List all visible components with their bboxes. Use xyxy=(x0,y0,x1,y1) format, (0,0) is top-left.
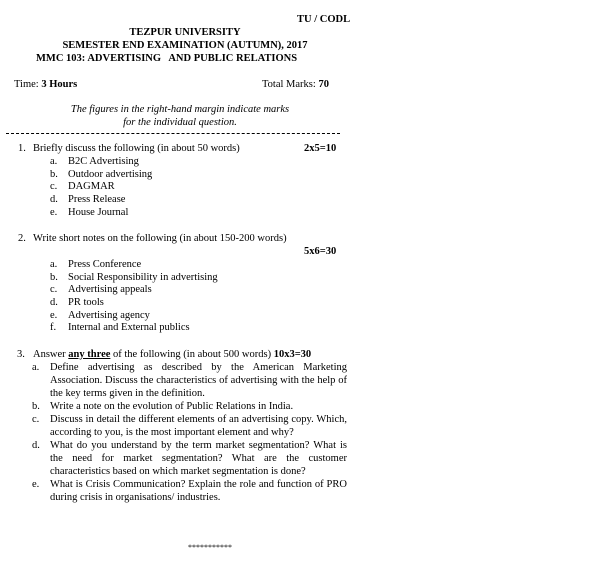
list-item xyxy=(50,206,152,219)
question-3-marks: 10x3=30 xyxy=(273,349,312,360)
time-label: Time: xyxy=(14,79,42,90)
item-letter: c. xyxy=(50,181,58,193)
item-text: What do you understand by the term market segmentation? What is the need for market segmentation? What are the customer characteristics based on which market segmentation is done? xyxy=(50,440,347,477)
item-letter: d. xyxy=(50,194,58,206)
item-text: Outdoor advertising xyxy=(68,168,153,180)
instruction-line-2: for the individual question. xyxy=(123,117,237,128)
list-item xyxy=(50,321,218,334)
question-3-number: 3. xyxy=(17,349,25,360)
item-letter: e. xyxy=(50,309,58,321)
item-letter: e. xyxy=(32,479,40,490)
question-1-items xyxy=(50,155,152,218)
item-text: What is Crisis Communication? Explain the role and function of PRO during crisis in organisations/ industries. xyxy=(50,479,347,503)
question-2-marks: 5x6=30 xyxy=(304,246,337,257)
total-marks xyxy=(262,78,329,91)
item-letter: a. xyxy=(50,259,58,270)
item-letter: b. xyxy=(50,271,58,283)
exam-title: SEMESTER END EXAMINATION (AUTUMN), 2017 xyxy=(62,40,308,51)
item-text: Press Release xyxy=(68,194,126,206)
question-1-text: Briefly discuss the following (in about 50 words) xyxy=(33,143,240,154)
list-item xyxy=(50,309,218,322)
item-letter: a. xyxy=(50,156,58,167)
list-item xyxy=(50,180,152,193)
list-item xyxy=(50,283,218,296)
item-letter: b. xyxy=(50,168,58,180)
divider xyxy=(6,133,340,134)
item-letter: c. xyxy=(50,284,58,296)
list-item xyxy=(32,439,347,478)
item-letter: d. xyxy=(32,440,40,451)
question-1-number: 1. xyxy=(18,143,26,154)
item-letter: d. xyxy=(50,297,58,309)
q3-text-pre: Answer xyxy=(33,349,69,360)
q3-emphasis: any three xyxy=(68,349,111,360)
question-2-number: 2. xyxy=(18,233,26,244)
question-1-marks: 2x5=10 xyxy=(304,143,337,154)
item-text: Internal and External publics xyxy=(68,322,190,334)
item-text: Write a note on the evolution of Public Relations in India. xyxy=(50,401,294,412)
list-item xyxy=(32,400,347,413)
course-title: MMC 103: ADVERTISING AND PUBLIC RELATIONS xyxy=(36,53,298,64)
item-text: Press Conference xyxy=(68,259,142,270)
list-item xyxy=(50,168,152,181)
list-item xyxy=(32,413,347,439)
marks-label: Total Marks: xyxy=(262,79,319,90)
list-item xyxy=(50,296,218,309)
item-text: B2C Advertising xyxy=(68,156,139,167)
list-item xyxy=(50,155,152,168)
item-text: House Journal xyxy=(68,206,129,218)
item-letter: f. xyxy=(50,322,57,334)
question-3-items xyxy=(32,361,347,504)
university-name: TEZPUR UNIVERSITY xyxy=(129,27,241,38)
time-allowed xyxy=(14,78,77,91)
list-item xyxy=(50,193,152,206)
list-item xyxy=(32,361,347,400)
paper-code: TU / CODL xyxy=(297,14,351,25)
question-2-text: Write short notes on the following (in about 150-200 words) xyxy=(33,233,287,244)
question-3-text xyxy=(33,348,311,361)
item-text: DAGMAR xyxy=(68,181,115,193)
question-2-items xyxy=(50,258,218,334)
item-letter: e. xyxy=(50,206,58,218)
item-text: Advertising agency xyxy=(68,309,150,321)
item-letter: a. xyxy=(32,362,40,373)
item-text: Define advertising as described by the American Marketing Association. Discuss the characteristics of advertising with the help of the key terms given in the definition. xyxy=(50,362,347,399)
list-item xyxy=(50,258,218,271)
item-text: Social Responsibility in advertising xyxy=(68,271,218,283)
instruction-line-1: The figures in the right-hand margin indicate marks xyxy=(70,104,290,115)
end-marker: *********** xyxy=(188,543,232,552)
item-text: Discuss in detail the different elements of an advertising copy. Which, according to you, is the most important element and why? xyxy=(50,414,347,438)
item-text: PR tools xyxy=(68,297,104,309)
time-value: 3 Hours xyxy=(41,79,78,90)
item-letter: b. xyxy=(32,401,40,412)
q3-text-post: of the following (in about 500 words) xyxy=(110,349,274,360)
list-item xyxy=(32,478,347,504)
list-item xyxy=(50,271,218,284)
item-text: Advertising appeals xyxy=(68,284,152,296)
item-letter: c. xyxy=(32,414,40,425)
marks-value: 70 xyxy=(318,79,329,90)
